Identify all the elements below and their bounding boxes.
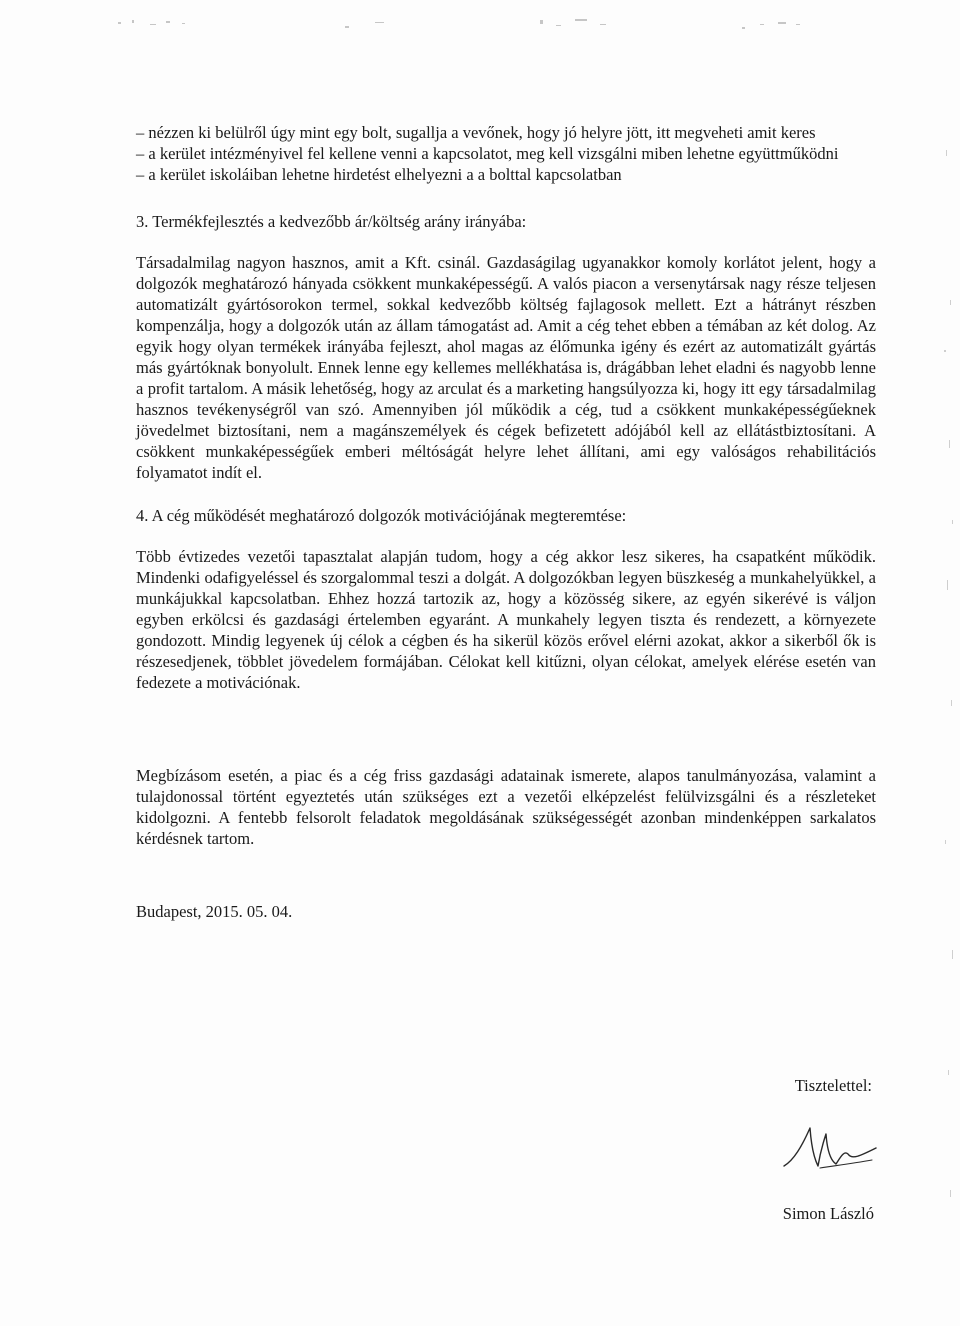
salutation: Tisztelettel: — [794, 1076, 872, 1095]
signer-name: Simon László — [782, 1204, 874, 1223]
section-4-heading: 4. A cég működését meghatározó dolgozók motivációjának megteremtése: — [136, 506, 627, 525]
bullet-item: – a kerület intézményivel fel kellene venni a kapcsolatot, meg kell vizsgálni miben lehetne együttműködni — [136, 144, 839, 163]
scan-noise-top — [0, 0, 960, 40]
section-4-paragraph: Több évtizedes vezetői tapasztalat alapján tudom, hogy a cég akkor lesz sikeres, ha csapatként működik. Mindenki odafigyeléssel és szorgalommal teszi a dolgát. A dolgozókban legyen büszkeség a munkahelyükkel, a munkájukkal kapcsolatban. Ehhez hozzá tartozik az, hogy a közösség sikere, az egyén sikerévé is váljon egyben erkölcsi és gazdasági értelemben egyaránt. A munkahely legyen tiszta és rendezett, a környezete gondozott. Mindig legyenek új célok a cégben és ha sikerül közös erővel elérni azokat, akkor a sikerből ők is részesedjenek, többlet jövedelem formájában. Célokat kell kitűzni, olyan célokat, amelyek elérése esetén van fedezete a motivációnak. — [136, 547, 876, 692]
section-3-paragraph: Társadalmilag nagyon hasznos, amit a Kft. csinál. Gazdaságilag ugyanakkor komoly korlátot jelent, hogy a dolgozók meghatározó hányada csökkent munkaképességű. A valós piacon a versenytársak nagy része teljesen automatizált gyártósorokon termel, sokkal kedvezőbb költség fajlagosok mellett. Ezt a hátrányt részben kompenzálja, hogy a dolgozók után az állam támogatást ad. Amit a cég tehet ebben a témában az két dolog. Az egyik hogy olyan termékek irányába fejleszt, ahol magas az élőmunka igény és ezért az automatizált gyártás más gyártóknak bonyolult. Ennek lenne egy kellemes mellékhatása is, drágábban lehet eladni és nagyobb lenne a profit tartalom. A másik lehetőség, hogy az arculat és a marketing hangsúlyozza ki, hogy itt egy társadalmilag hasznos tevékenységről van szó. Amennyiben jól működik a cég, tud a csökkent munkaképességűeknek jövedelmet biztosítani, nem a magánszemélyek és cégek befizetett adójából kell az ellátástbiztosítani. A csökkent munkaképességűek emberi méltóságát helyre lehet állítani, ami egy valóságos rehabilitációs folyamatot indít el. — [136, 253, 876, 482]
bullet-list — [136, 122, 876, 185]
bullet-item: – a kerület iskoláiban lehetne hirdetést elhelyezni a a bolttal kapcsolatban — [136, 165, 622, 184]
letter-body — [136, 122, 876, 922]
bullet-item: – nézzen ki belülről úgy mint egy bolt, sugallja a vevőnek, hogy jó helyre jött, itt megveheti amit keres — [136, 123, 816, 142]
handwritten-signature — [780, 1120, 880, 1180]
scan-noise-right — [930, 140, 960, 1300]
section-3-heading: 3. Termékfejlesztés a kedvezőbb ár/költség arány irányába: — [136, 212, 527, 231]
place-and-date: Budapest, 2015. 05. 04. — [136, 902, 293, 921]
closing-paragraph: Megbízásom esetén, a piac és a cég friss gazdasági adatainak ismerete, alapos tanulmányozása, valamint a tulajdonossal történt egyeztetés után szükséges ezt a vezetői elképzelést felülvizsgálni és a részleteket kidolgozni. A fentebb felsorolt feladatok megoldásának szükségességét azonban mindenképpen sarkalatos kérdésnek tartom. — [136, 766, 876, 848]
